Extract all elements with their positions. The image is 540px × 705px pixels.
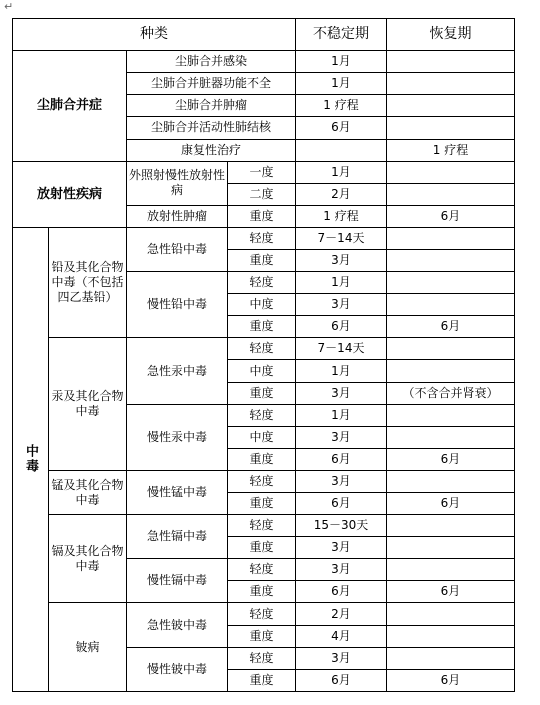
cell-text: 放射性疾病 <box>36 186 102 202</box>
unstable-value <box>296 426 387 448</box>
cell-text: 6月 <box>440 496 461 511</box>
cell-text: 二度 <box>249 186 274 201</box>
recovery-value <box>387 669 515 691</box>
severity-value <box>228 249 296 271</box>
cell-text: 3月 <box>331 297 351 312</box>
group-manganese <box>49 470 127 514</box>
recovery-value <box>387 470 515 492</box>
recovery-value <box>387 227 515 249</box>
cell-text: 6月 <box>331 319 351 334</box>
recovery-value <box>387 51 515 73</box>
recovery-value <box>387 559 515 581</box>
cell-text: 3月 <box>331 253 351 268</box>
label-chronic-mercury <box>127 404 228 470</box>
cell-text: 轻度 <box>249 341 274 356</box>
cell-text: 重度 <box>249 451 274 466</box>
group-beryllium <box>49 603 127 692</box>
row-label <box>127 51 296 73</box>
disease-period-table <box>12 18 515 692</box>
row-label <box>127 139 296 161</box>
cell-text: 急性铅中毒 <box>146 241 207 256</box>
row-label <box>127 73 296 95</box>
cell-text: 慢性汞中毒 <box>146 429 207 444</box>
cell-text: 重度 <box>249 628 274 643</box>
label-chronic-cadmium <box>127 559 228 603</box>
cell-text: 2月 <box>331 606 351 621</box>
cell-text: 锰及其化合物中毒 <box>51 477 124 507</box>
unstable-value <box>296 95 387 117</box>
row-label <box>127 117 296 139</box>
group-mercury <box>49 338 127 471</box>
recovery-value <box>387 515 515 537</box>
cell-text: 中毒 <box>23 444 38 475</box>
unstable-value <box>296 559 387 581</box>
cell-text: 放射性肿瘤 <box>146 208 207 223</box>
cell-text: 轻度 <box>249 650 274 665</box>
cell-text: 6月 <box>331 496 351 511</box>
severity-value <box>228 360 296 382</box>
severity-value <box>228 426 296 448</box>
unstable-value <box>296 537 387 559</box>
cell-text: 重度 <box>249 496 274 511</box>
cell-text: 种类 <box>140 26 168 43</box>
table-row <box>13 515 515 537</box>
cell-text: 6月 <box>440 672 461 687</box>
severity-value <box>228 161 296 183</box>
recovery-value <box>387 382 515 404</box>
severity-value <box>228 493 296 515</box>
severity-value <box>228 227 296 249</box>
label-external-radiation <box>127 161 228 205</box>
cell-text: 中度 <box>249 429 274 444</box>
unstable-value <box>296 360 387 382</box>
recovery-value <box>387 272 515 294</box>
recovery-value <box>387 316 515 338</box>
label-radiation-tumor <box>127 205 228 227</box>
cell-text: 1月 <box>331 275 351 290</box>
cell-text: 汞及其化合物中毒 <box>51 389 124 419</box>
severity-value <box>228 470 296 492</box>
cell-text: 慢性铍中毒 <box>146 661 207 676</box>
header-recovery <box>387 19 515 51</box>
header-unstable <box>296 19 387 51</box>
cell-text: 急性汞中毒 <box>146 363 207 378</box>
cell-text: 15－30天 <box>313 518 369 533</box>
recovery-value <box>387 647 515 669</box>
cell-text: 轻度 <box>249 275 274 290</box>
cell-text: 3月 <box>331 650 351 665</box>
cell-text: 重度 <box>249 672 274 687</box>
table-row <box>13 161 515 183</box>
paragraph-mark: ↵ <box>4 0 14 13</box>
recovery-value <box>387 161 515 183</box>
cell-text: 6月 <box>440 319 461 334</box>
cell-text: 轻度 <box>249 606 274 621</box>
cell-text: 3月 <box>331 385 351 400</box>
cell-text: 中度 <box>249 363 274 378</box>
unstable-value <box>296 470 387 492</box>
cell-text: 1 疗程 <box>432 142 469 157</box>
cell-text: 恢复期 <box>429 26 472 43</box>
cell-text: （不含合并肾衰） <box>402 385 499 400</box>
label-acute-cadmium <box>127 515 228 559</box>
group-cadmium <box>49 515 127 603</box>
severity-value <box>228 183 296 205</box>
cell-text: 1月 <box>331 164 351 179</box>
recovery-value <box>387 294 515 316</box>
cell-text: 6月 <box>440 584 461 599</box>
unstable-value <box>296 581 387 603</box>
recovery-value <box>387 448 515 470</box>
unstable-value <box>296 227 387 249</box>
severity-value <box>228 537 296 559</box>
cell-text: 铍病 <box>75 639 100 654</box>
recovery-value <box>387 338 515 360</box>
cell-text: 尘肺合并肿瘤 <box>174 98 247 113</box>
recovery-value <box>387 581 515 603</box>
cell-text: 康复性治疗 <box>180 142 241 157</box>
severity-value <box>228 272 296 294</box>
recovery-value <box>387 625 515 647</box>
cell-text: 慢性铅中毒 <box>146 297 207 312</box>
group-pneumo <box>13 51 127 161</box>
severity-value <box>228 294 296 316</box>
unstable-value <box>296 404 387 426</box>
recovery-value <box>387 493 515 515</box>
severity-value <box>228 559 296 581</box>
cell-text: 6月 <box>440 208 461 223</box>
cell-text: 2月 <box>331 186 351 201</box>
group-radiation <box>13 161 127 227</box>
cell-text: 外照射慢性放射性病 <box>128 168 225 198</box>
cell-text: 6月 <box>440 451 461 466</box>
severity-value <box>228 669 296 691</box>
recovery-value <box>387 117 515 139</box>
label-chronic-beryllium <box>127 647 228 691</box>
cell-text: 一度 <box>249 164 274 179</box>
cell-text: 不稳定期 <box>313 26 369 43</box>
unstable-value <box>296 272 387 294</box>
recovery-value <box>387 183 515 205</box>
table-row <box>13 19 515 51</box>
cell-text: 7－14天 <box>317 230 365 245</box>
unstable-value <box>296 448 387 470</box>
cell-text: 1 疗程 <box>323 98 359 113</box>
cell-text: 6月 <box>331 584 351 599</box>
recovery-value <box>387 537 515 559</box>
unstable-value <box>296 647 387 669</box>
recovery-value <box>387 205 515 227</box>
cell-text: 7－14天 <box>317 341 365 356</box>
cell-text: 尘肺合并活动性肺结核 <box>150 120 271 135</box>
unstable-value <box>296 316 387 338</box>
unstable-value <box>296 338 387 360</box>
unstable-value <box>296 669 387 691</box>
cell-text: 尘肺合并感染 <box>174 54 247 69</box>
severity-value <box>228 404 296 426</box>
cell-text: 重度 <box>249 385 274 400</box>
cell-text: 4月 <box>331 628 351 643</box>
cell-text: 6月 <box>331 451 351 466</box>
unstable-value <box>296 205 387 227</box>
label-chronic-manganese <box>127 470 228 514</box>
severity-value <box>228 205 296 227</box>
table-row <box>13 470 515 492</box>
unstable-value <box>296 73 387 95</box>
label-acute-mercury <box>127 338 228 404</box>
recovery-value <box>387 426 515 448</box>
unstable-value <box>296 603 387 625</box>
label-acute-beryllium <box>127 603 228 647</box>
cell-text: 轻度 <box>249 473 274 488</box>
cell-text: 尘肺合并脏器功能不全 <box>150 76 271 91</box>
severity-value <box>228 338 296 360</box>
table-row <box>13 603 515 625</box>
cell-text: 1月 <box>331 363 351 378</box>
cell-text: 重度 <box>249 208 274 223</box>
header-category <box>13 19 296 51</box>
cell-text: 轻度 <box>249 518 274 533</box>
cell-text: 轻度 <box>249 562 274 577</box>
cell-text: 重度 <box>249 540 274 555</box>
cell-text: 3月 <box>331 540 351 555</box>
cell-text: 1月 <box>331 407 351 422</box>
group-poisoning <box>13 227 49 691</box>
table-row <box>13 338 515 360</box>
severity-value <box>228 316 296 338</box>
cell-text: 6月 <box>331 672 351 687</box>
label-chronic-lead <box>127 272 228 338</box>
recovery-value <box>387 73 515 95</box>
recovery-value <box>387 95 515 117</box>
cell-text: 尘肺合并症 <box>36 98 102 114</box>
severity-value <box>228 603 296 625</box>
unstable-value <box>296 51 387 73</box>
recovery-value <box>387 404 515 426</box>
table-row <box>13 227 515 249</box>
table-row <box>13 51 515 73</box>
unstable-value <box>296 161 387 183</box>
severity-value <box>228 581 296 603</box>
cell-text: 慢性镉中毒 <box>146 573 207 588</box>
cell-text: 铅及其化合物中毒（不包括四乙基铅） <box>51 260 124 305</box>
label-acute-lead <box>127 227 228 271</box>
cell-text: 1 疗程 <box>323 208 359 223</box>
unstable-value <box>296 183 387 205</box>
severity-value <box>228 448 296 470</box>
cell-text: 1月 <box>331 54 351 69</box>
unstable-value <box>296 493 387 515</box>
unstable-value <box>296 515 387 537</box>
recovery-value <box>387 139 515 161</box>
unstable-value <box>296 382 387 404</box>
unstable-value <box>296 249 387 271</box>
cell-text: 1月 <box>331 76 351 91</box>
unstable-value <box>296 294 387 316</box>
recovery-value <box>387 603 515 625</box>
cell-text: 3月 <box>331 473 351 488</box>
unstable-value <box>296 139 387 161</box>
cell-text: 6月 <box>331 120 351 135</box>
group-lead <box>49 227 127 337</box>
cell-text: 急性镉中毒 <box>146 529 207 544</box>
cell-text: 3月 <box>331 562 351 577</box>
cell-text: 镉及其化合物中毒 <box>51 543 124 573</box>
cell-text: 重度 <box>249 584 274 599</box>
severity-value <box>228 647 296 669</box>
unstable-value <box>296 117 387 139</box>
cell-text: 轻度 <box>249 230 274 245</box>
severity-value <box>228 382 296 404</box>
cell-text: 急性铍中毒 <box>146 617 207 632</box>
cell-text: 轻度 <box>249 407 274 422</box>
cell-text: 慢性锰中毒 <box>146 485 207 500</box>
cell-text: 中度 <box>249 297 274 312</box>
cell-text: 重度 <box>249 319 274 334</box>
row-label <box>127 95 296 117</box>
cell-text: 重度 <box>249 253 274 268</box>
cell-text: 3月 <box>331 429 351 444</box>
recovery-value <box>387 360 515 382</box>
severity-value <box>228 625 296 647</box>
unstable-value <box>296 625 387 647</box>
severity-value <box>228 515 296 537</box>
recovery-value <box>387 249 515 271</box>
